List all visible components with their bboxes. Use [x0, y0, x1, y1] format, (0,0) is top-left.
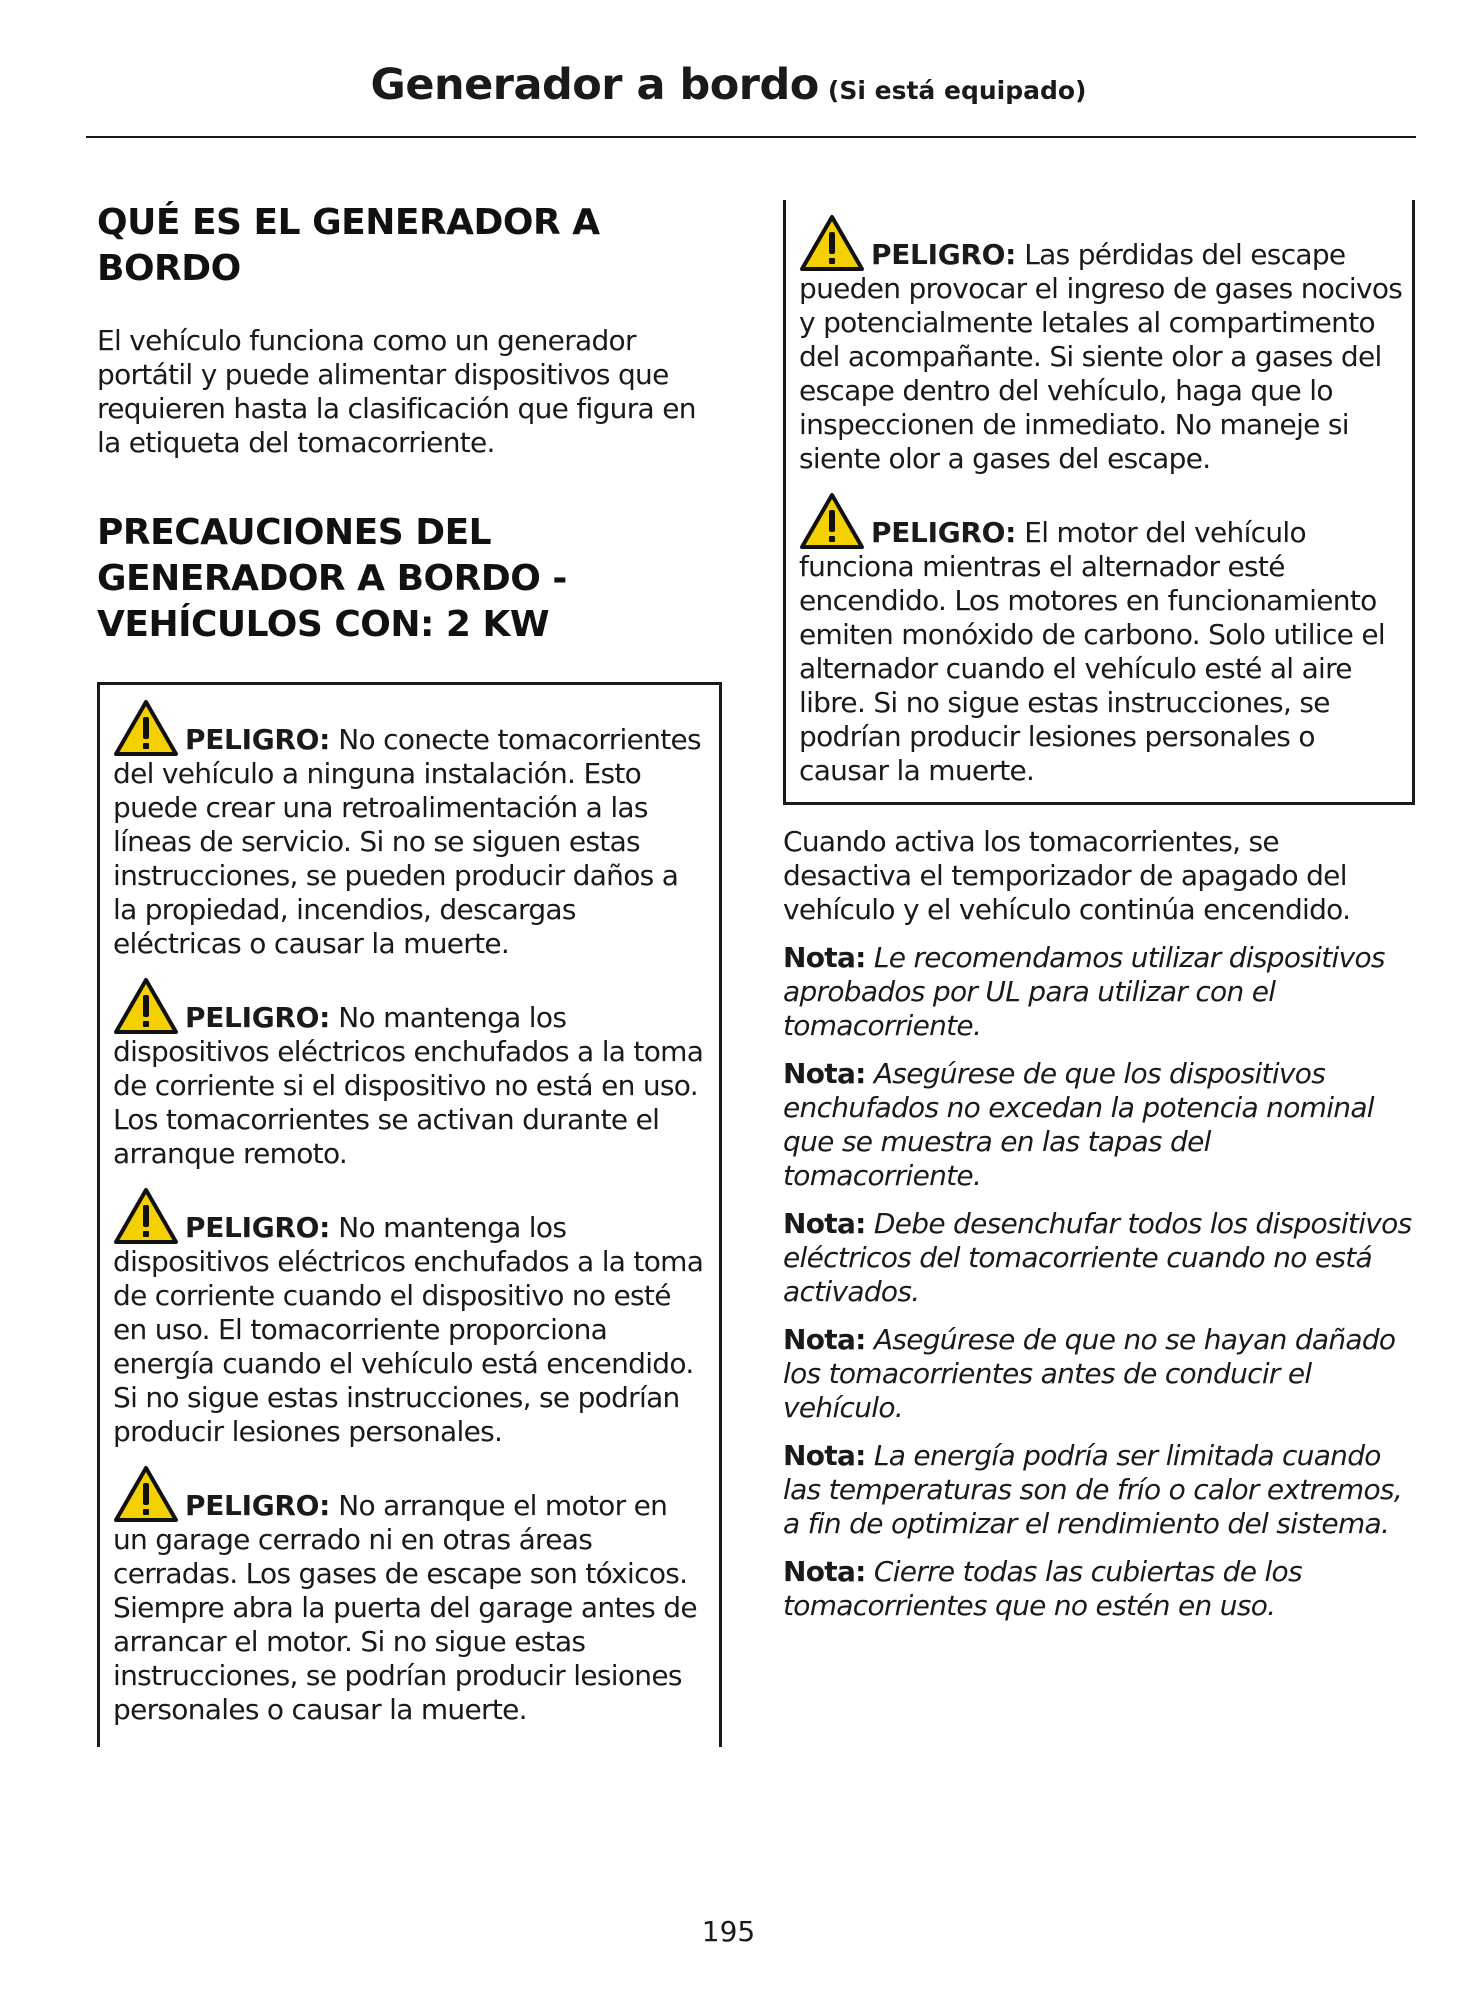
section-heading-precautions: PRECAUCIONES DEL GENERADOR A BORDO - VEHÍCULOS CON: 2 KW: [97, 512, 567, 645]
warning-label: PELIGRO:: [871, 516, 1017, 549]
page-number: 195: [701, 1915, 756, 1948]
warning-triangle-icon: [113, 699, 179, 757]
warning-triangle-icon: [113, 977, 179, 1035]
note-text: Le recomendamos utilizar dispositivos aprobados por UL para utilizar con el tomacorriente.: [783, 941, 1385, 1042]
warning-box-left: [97, 682, 722, 1747]
note-text: Debe desenchufar todos los dispositivos eléctricos del tomacorriente cuando no está activados.: [783, 1207, 1412, 1308]
outlet-timer-paragraph: Cuando activa los tomacorrientes, se desactiva el temporizador de apagado del vehículo y el vehículo continúa encendido.: [783, 825, 1351, 926]
warning-text: No conecte tomacorrientes del vehículo a ninguna instalación. Esto puede crear una retroalimentación a las líneas de servicio. Si no se siguen estas instrucciones, se pueden producir daños a la propiedad, incendios, descargas eléctricas o causar la muerte.: [113, 723, 701, 960]
warning-item: [113, 1187, 709, 1449]
warning-triangle-icon: [113, 1465, 179, 1523]
warning-triangle-icon: [113, 1187, 179, 1245]
right-column: [783, 200, 1415, 1623]
note-item: [783, 1555, 1415, 1623]
warning-triangle-icon: [799, 492, 865, 550]
note-item: [783, 941, 1415, 1043]
warning-label: PELIGRO:: [185, 723, 331, 756]
warning-label: PELIGRO:: [185, 1001, 331, 1034]
section-heading-what-is: QUÉ ES EL GENERADOR A BORDO: [97, 202, 600, 289]
warning-triangle-icon: [799, 214, 865, 272]
left-column: [97, 200, 722, 1747]
warning-text: No mantenga los dispositivos eléctricos enchufados a la toma de corriente si el dispositivo no está en uso. Los tomacorrientes se activan durante el arranque remoto.: [113, 1001, 704, 1170]
warning-item: [113, 1465, 709, 1727]
note-label: Nota:: [783, 1555, 866, 1588]
warning-label: PELIGRO:: [871, 238, 1017, 271]
note-label: Nota:: [783, 941, 866, 974]
warning-item: [113, 699, 709, 961]
warning-label: PELIGRO:: [185, 1489, 331, 1522]
header-divider: [86, 136, 1416, 138]
note-label: Nota:: [783, 1323, 866, 1356]
note-item: [783, 1323, 1415, 1425]
page-title-main: Generador a bordo: [370, 60, 819, 110]
intro-paragraph: El vehículo funciona como un generador portátil y puede alimentar dispositivos que requieren hasta la clasificación que figura en la etiqueta del tomacorriente.: [97, 324, 696, 459]
note-text: Asegúrese de que no se hayan dañado los tomacorrientes antes de conducir el vehículo.: [783, 1323, 1396, 1424]
warning-label: PELIGRO:: [185, 1211, 331, 1244]
warning-text: El motor del vehículo funciona mientras el alternador esté encendido. Los motores en funcionamiento emiten monóxido de carbono. Solo utilice el alternador cuando el vehículo esté al aire libre. Si no sigue estas instrucciones, se podrían producir lesiones personales o causar la muerte.: [799, 516, 1385, 787]
note-label: Nota:: [783, 1057, 866, 1090]
note-text: Cierre todas las cubiertas de los tomacorrientes que no estén en uso.: [783, 1555, 1302, 1622]
note-item: [783, 1207, 1415, 1309]
warning-box-right: [783, 200, 1415, 805]
note-text: Asegúrese de que los dispositivos enchufados no excedan la potencia nominal que se muestra en las tapas del tomacorriente.: [783, 1057, 1374, 1192]
note-text: La energía podría ser limitada cuando las temperaturas son de frío o calor extremos, a fin de optimizar el rendimiento del sistema.: [783, 1439, 1403, 1540]
warning-item: [799, 492, 1404, 788]
warning-text: No mantenga los dispositivos eléctricos enchufados a la toma de corriente cuando el dispositivo no esté en uso. El tomacorriente proporciona energía cuando el vehículo está encendido. Si no sigue estas instrucciones, se podrían producir lesiones personales.: [113, 1211, 704, 1448]
page-title-subtitle: (Si está equipado): [827, 76, 1087, 105]
note-item: [783, 1439, 1415, 1541]
warning-text: No arranque el motor en un garage cerrado ni en otras áreas cerradas. Los gases de escape son tóxicos. Siempre abra la puerta del garage antes de arrancar el motor. Si no sigue estas instrucciones, se podrían producir lesiones personales o causar la muerte.: [113, 1489, 697, 1726]
note-label: Nota:: [783, 1439, 866, 1472]
note-item: [783, 1057, 1415, 1193]
warning-text: Las pérdidas del escape pueden provocar el ingreso de gases nocivos y potencialmente letales al compartimento del acompañante. Si siente olor a gases del escape dentro del vehículo, haga que lo inspeccionen de inmediato. No maneje si siente olor a gases del escape.: [799, 238, 1403, 475]
page-title: [0, 60, 1457, 110]
warning-item: [799, 214, 1404, 476]
warning-item: [113, 977, 709, 1171]
note-label: Nota:: [783, 1207, 866, 1240]
